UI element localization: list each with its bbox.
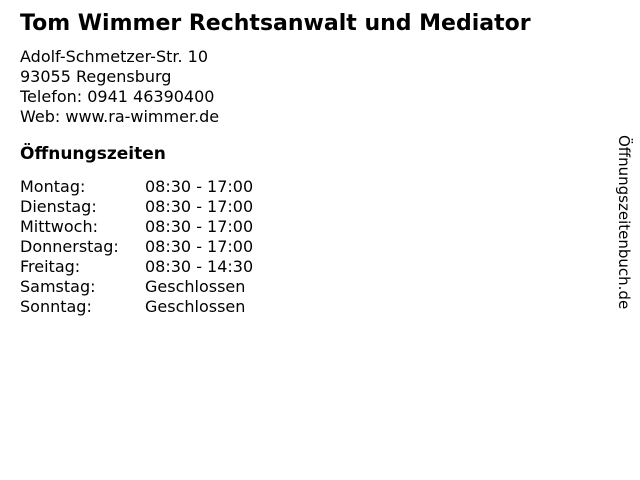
hours-row-montag xyxy=(20,177,640,197)
contact-block xyxy=(20,47,640,127)
day-label: Sonntag: xyxy=(20,297,92,316)
hours-row-dienstag xyxy=(20,197,640,217)
day-label: Freitag: xyxy=(20,257,81,276)
hours-row-freitag xyxy=(20,257,640,277)
time-value: 08:30 - 17:00 xyxy=(145,217,254,236)
hours-row-samstag xyxy=(20,277,640,297)
page-title: Tom Wimmer Rechtsanwalt und Mediator xyxy=(20,11,531,36)
web-line: Web: www.ra-wimmer.de xyxy=(20,107,220,126)
time-value: Geschlossen xyxy=(145,277,246,296)
day-label: Samstag: xyxy=(20,277,96,296)
time-value: 08:30 - 17:00 xyxy=(145,237,254,256)
hours-table xyxy=(20,177,640,317)
hours-heading: Öffnungszeiten xyxy=(20,144,166,164)
time-value: Geschlossen xyxy=(145,297,246,316)
phone-line: Telefon: 0941 46390400 xyxy=(20,87,215,106)
hours-row-sonntag xyxy=(20,297,640,317)
time-value: 08:30 - 17:00 xyxy=(145,197,254,216)
watermark-link[interactable]: Öffnungszeitenbuch.de xyxy=(615,135,633,310)
address-line-2: 93055 Regensburg xyxy=(20,67,172,86)
time-value: 08:30 - 17:00 xyxy=(145,177,254,196)
day-label: Dienstag: xyxy=(20,197,97,216)
hours-row-mittwoch xyxy=(20,217,640,237)
day-label: Mittwoch: xyxy=(20,217,98,236)
address-line-1: Adolf-Schmetzer-Str. 10 xyxy=(20,47,209,66)
hours-row-donnerstag xyxy=(20,237,640,257)
day-label: Montag: xyxy=(20,177,86,196)
day-label: Donnerstag: xyxy=(20,237,119,256)
time-value: 08:30 - 14:30 xyxy=(145,257,254,276)
